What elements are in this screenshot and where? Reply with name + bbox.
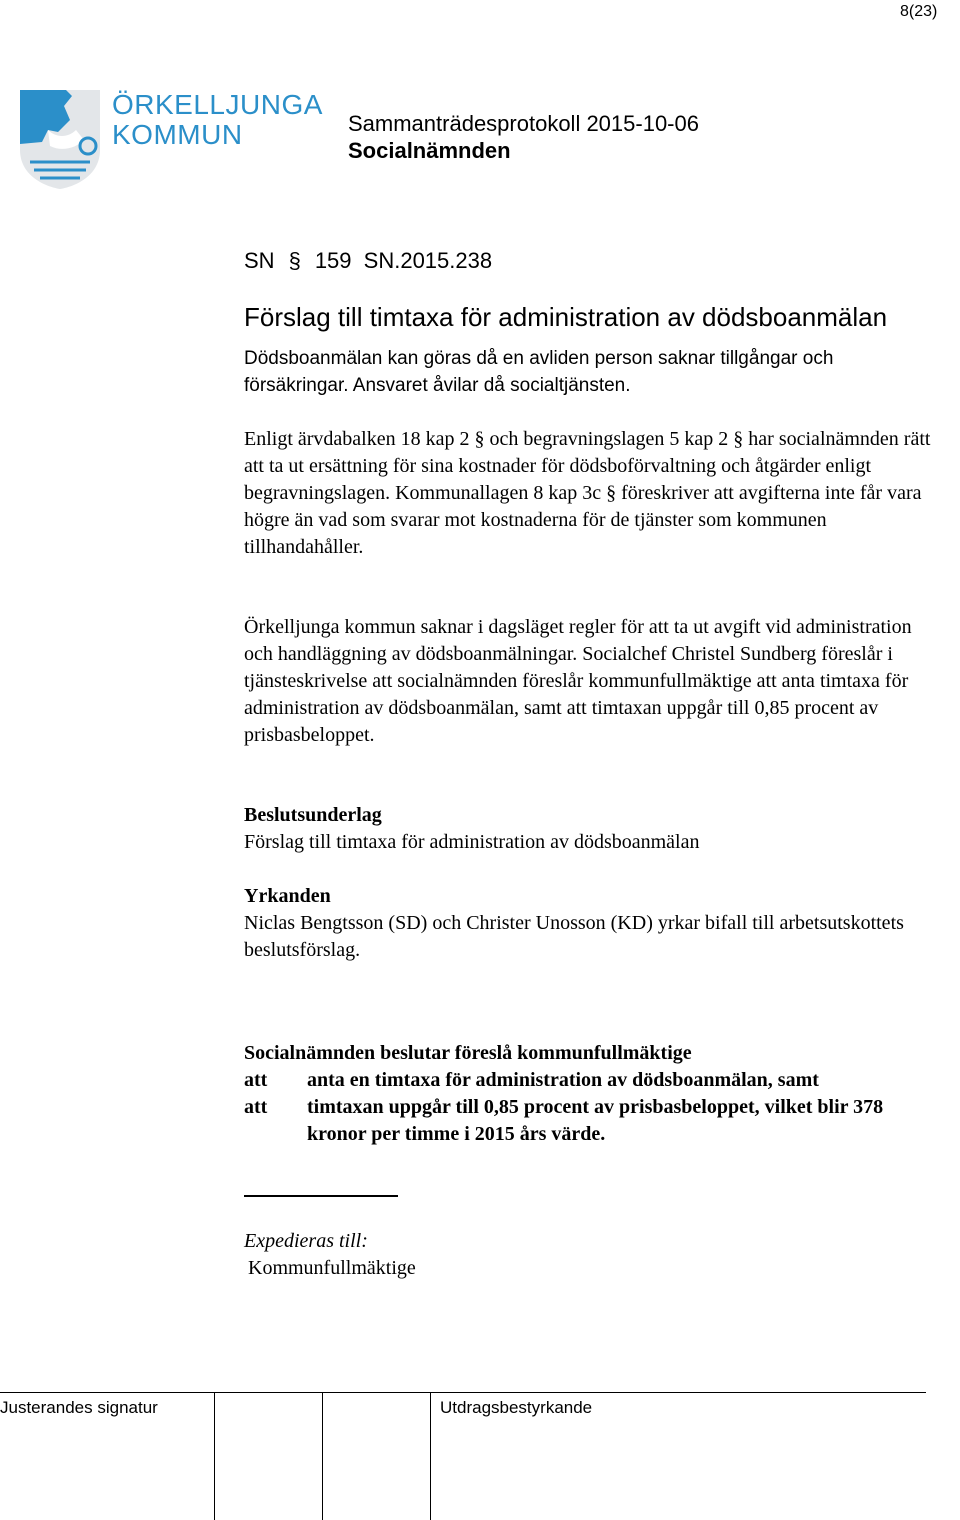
beslutsunderlag-heading: Beslutsunderlag [244, 804, 382, 826]
justerandes-signatur-label: Justerandes signatur [0, 1398, 158, 1417]
decision-text: anta en timtaxa för administration av dödsboanmälan, samt [307, 1069, 819, 1091]
yrkanden-heading: Yrkanden [244, 885, 331, 907]
decision-key: att [244, 1069, 268, 1091]
logo-text-line2: KOMMUN [112, 119, 243, 150]
legal-basis-paragraph: Enligt ärvdabalken 18 kap 2 § och begravningslagen 5 kap 2 § har socialnämnden rätt att ta ut ersättning för sina kostnader för dödsboförvaltning och åtgärder enligt begravningslagen. Kommunallagen 8 kap 3c § föreskriver att avgifterna inte får vara högre än vad som svarar mot kostnaderna för de tjänster som kommunen tillhandahåller. [244, 428, 931, 558]
page-number: 8(23) [900, 3, 938, 20]
decision-text: timtaxan uppgår till 0,85 procent av prisbasbeloppet, vilket blir 378 kronor per timme i 2015 års värde. [307, 1096, 884, 1145]
committee-name: Socialnämnden [348, 138, 511, 163]
case-ref-number: SN.2015.238 [363, 248, 493, 273]
case-prefix: SN [244, 248, 275, 273]
signature-box-divider [430, 1392, 431, 1520]
beslutsunderlag-text: Förslag till timtaxa för administration av dödsboanmälan [244, 831, 700, 853]
document-title: Förslag till timtaxa för administration av dödsboanmälan [244, 302, 888, 332]
logo-text-line1: ÖRKELLJUNGA [112, 89, 323, 120]
case-reference [244, 247, 492, 275]
utdragsbestyrkande-label: Utdragsbestyrkande [440, 1398, 593, 1417]
decision-item [244, 1067, 934, 1094]
protocol-title: Sammanträdesprotokoll 2015-10-06 [348, 111, 699, 136]
expedieras-recipient: Kommunfullmäktige [248, 1257, 416, 1279]
section-sign: § [288, 248, 301, 273]
signature-box-divider [214, 1392, 215, 1520]
footer-divider [0, 1392, 926, 1393]
decision-item [244, 1094, 934, 1148]
decision-heading: Socialnämnden beslutar föreslå kommunfullmäktige [244, 1042, 692, 1064]
expedieras-label: Expedieras till: [244, 1230, 368, 1252]
yrkanden-text: Niclas Bengtsson (SD) och Christer Unosson (KD) yrkar bifall till arbetsutskottets beslutsförslag. [244, 912, 904, 961]
signature-box-divider [322, 1392, 323, 1520]
case-number: 159 [314, 248, 352, 273]
proposal-paragraph: Örkelljunga kommun saknar i dagsläget regler för att ta ut avgift vid administration och handläggning av dödsboanmälningar. Socialchef Christel Sundberg föreslår i tjänsteskrivelse att socialnämnden föreslår kommunfullmäktige att anta timtaxa för administration av dödsboanmälan, samt att timtaxan uppgår till 0,85 procent av prisbasbeloppet. [244, 616, 912, 746]
divider-rule [244, 1195, 398, 1197]
municipality-emblem-icon [18, 86, 102, 190]
intro-paragraph: Dödsboanmälan kan göras då en avliden person saknar tillgångar och försäkringar. Ansvaret åvilar då socialtjänsten. [244, 348, 834, 396]
decision-key: att [244, 1096, 268, 1118]
